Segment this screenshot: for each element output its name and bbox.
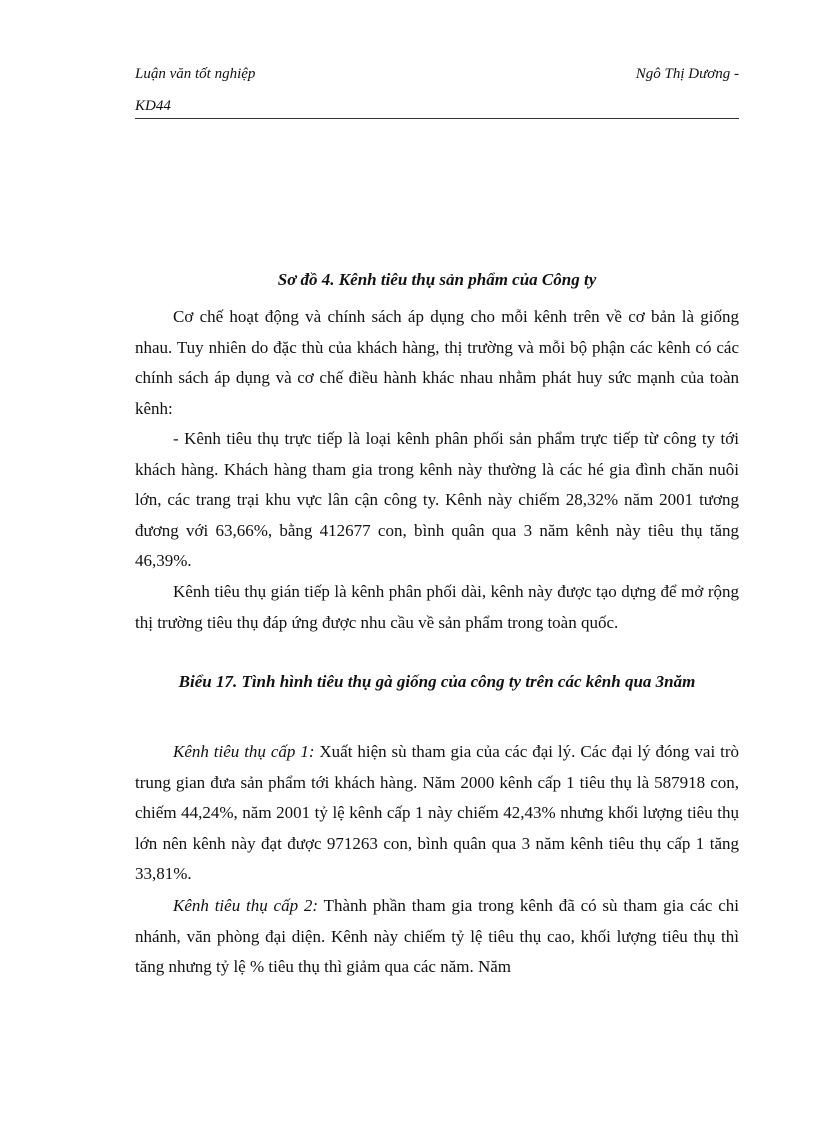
header-thesis-label: Luận văn tốt nghiệp bbox=[135, 66, 256, 82]
paragraph-1: Cơ chế hoạt động và chính sách áp dụng cho mỗi kênh trên về cơ bản là giống nhau. Tuy nhiên do đặc thù của khách hàng, thị trường và mỗi bộ phận các kênh có các chính sách áp dụng và cơ chế điều hành khác nhau nhằm phát huy sức mạnh của toàn kênh: bbox=[135, 307, 739, 418]
table-caption: Biểu 17. Tình hình tiêu thụ gà giống của công ty trên các kênh qua 3năm bbox=[178, 672, 696, 691]
diagram-caption: Sơ đồ 4. Kênh tiêu thụ sản phẩm của Công ty bbox=[277, 270, 597, 289]
paragraph-4-text: Xuất hiện sù tham gia của các đại lý. Các đại lý đóng vai trò trung gian đưa sản phẩm tới khách hàng. Năm 2000 kênh cấp 1 tiêu thụ là 587918 con, chiếm 44,24%, năm 2001 tỷ lệ kênh cấp 1 này chiếm 42,43% nhưng khối lượng tiêu thụ lớn nên kênh này đạt được 971263 con, bình quân qua 3 năm kênh tiêu thụ cấp 1 tăng 33,81%. bbox=[135, 742, 739, 883]
paragraph-3: Kênh tiêu thụ gián tiếp là kênh phân phối dài, kênh này được tạo dựng để mở rộng thị trường tiêu thụ đáp ứng được nhu cầu về sản phẩm trong toàn quốc. bbox=[135, 582, 739, 632]
header-author: Ngô Thị Dương - bbox=[635, 66, 739, 82]
paragraph-5 bbox=[135, 891, 739, 983]
paragraph-5-text: Thành phần tham gia trong kênh đã có sù tham gia các chi nhánh, văn phòng đại diện. Kênh này chiếm tỷ lệ tiêu thụ cao, khối lượng tiêu thụ thì tăng nhưng tỷ lệ % tiêu thụ thì giảm qua các năm. Năm bbox=[135, 896, 739, 976]
paragraph-5-lead: Kênh tiêu thụ cấp 2: bbox=[173, 896, 319, 915]
paragraph-4-lead: Kênh tiêu thụ cấp 1: bbox=[173, 742, 315, 761]
paragraph-2: - Kênh tiêu thụ trực tiếp là loại kênh phân phối sản phẩm trực tiếp từ công ty tới khách hàng. Khách hàng tham gia trong kênh này thường là các hé gia đình chăn nuôi lớn, các trang trại khu vực lân cận công ty. Kênh này chiếm 28,32% năm 2001 tương đương với 63,66%, bằng 412677 con, bình quân qua 3 năm kênh này tiêu thụ tăng 46,39%. bbox=[135, 429, 739, 570]
header-rule bbox=[135, 118, 739, 119]
header-class-code: KD44 bbox=[135, 98, 171, 114]
paragraph-4 bbox=[135, 737, 739, 890]
